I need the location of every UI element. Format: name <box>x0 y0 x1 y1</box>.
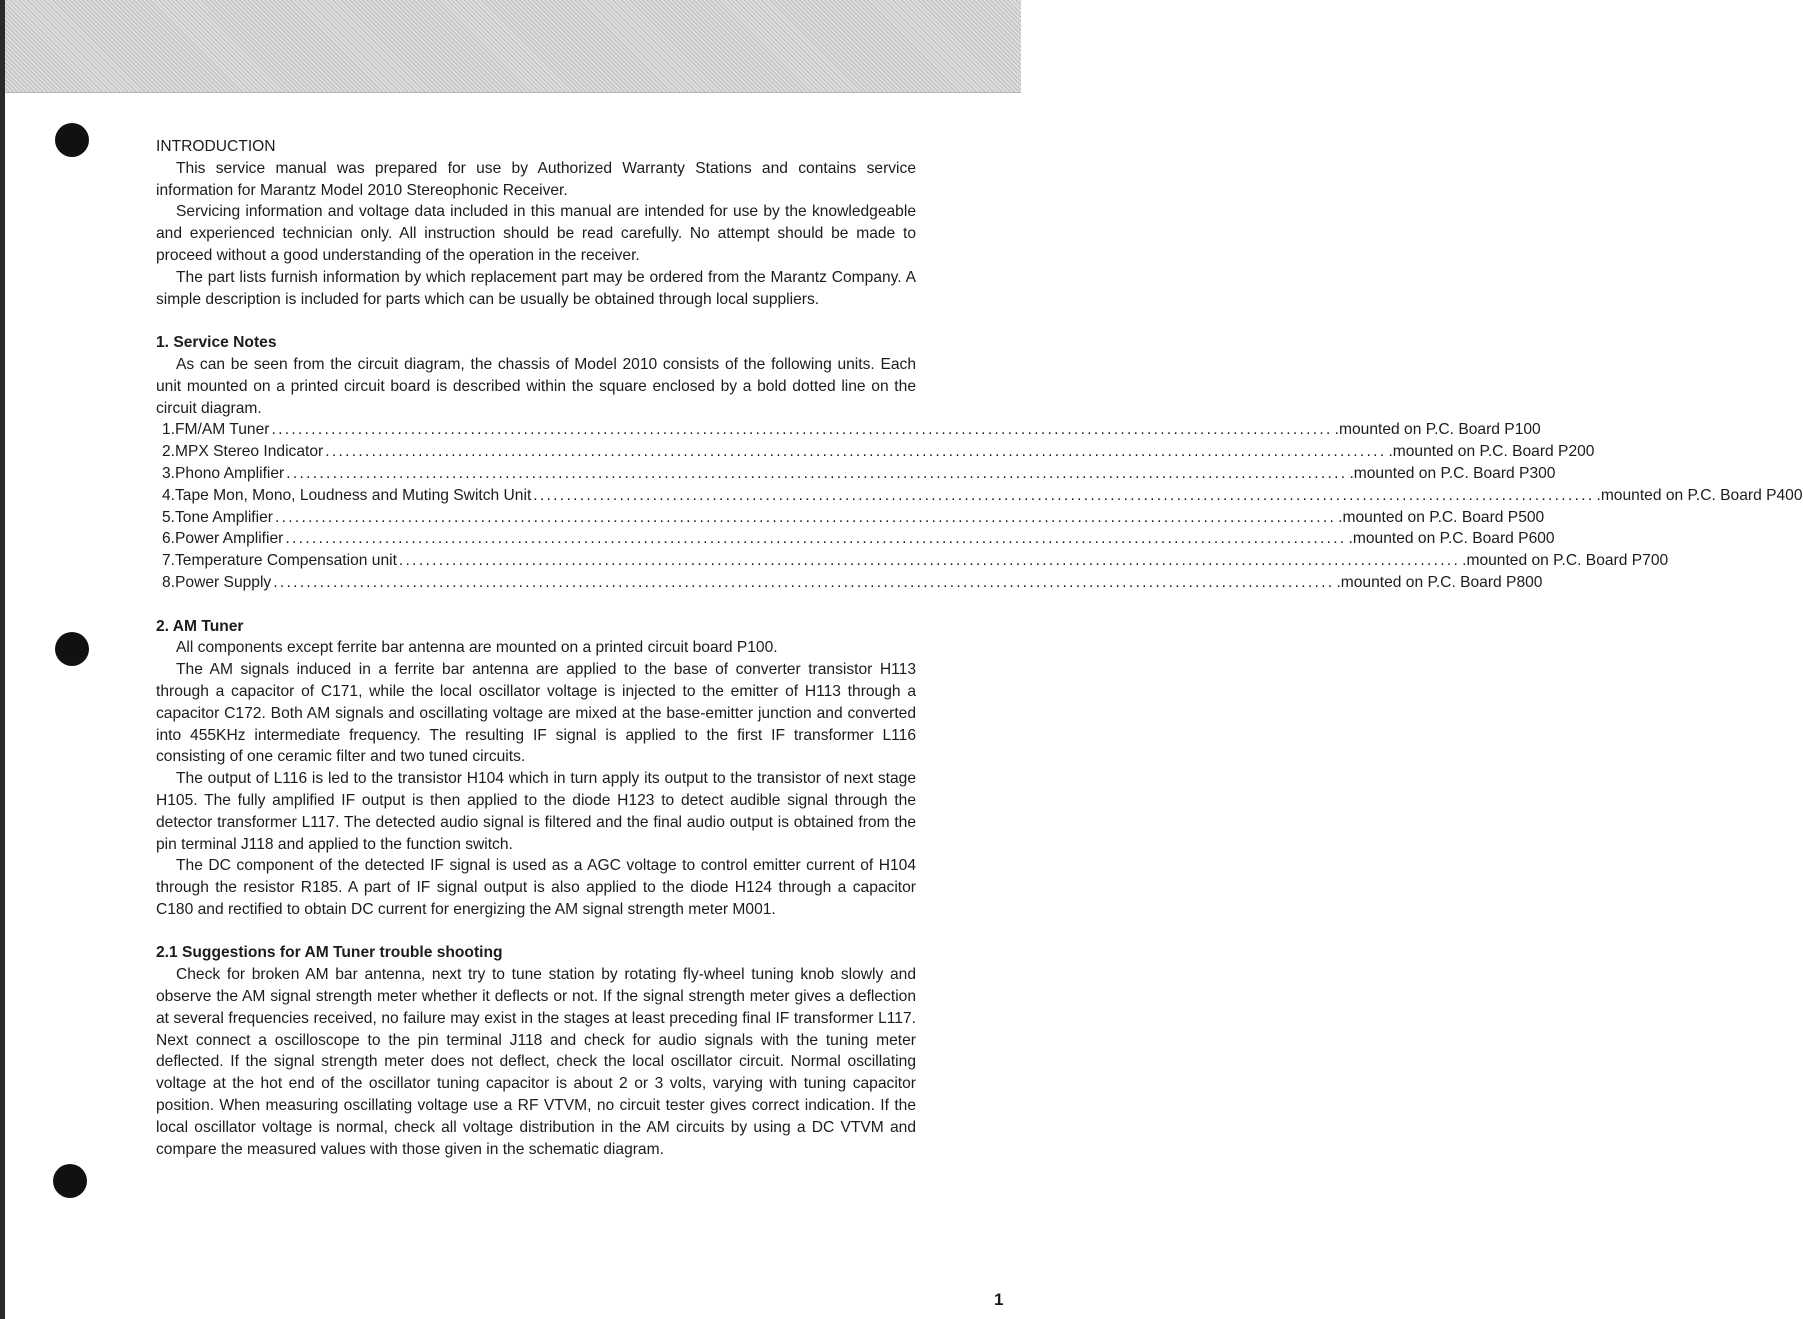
unit-list-item <box>156 419 1541 441</box>
unit-name: Temperature Compensation unit <box>175 552 397 570</box>
dot-leader: ................................................................................................................................................................ <box>273 573 1335 591</box>
unit-list-item <box>156 485 1803 507</box>
introduction-paragraph: The part lists furnish information by which replacement part may be ordered from the Marantz Company. A simple description is included for parts which can be usually be obtained through local suppliers. <box>156 268 916 308</box>
unit-number: 6. <box>162 530 176 548</box>
am-troubleshooting-heading: 2.1 Suggestions for AM Tuner trouble shooting <box>156 944 503 962</box>
unit-number: 3. <box>162 464 176 482</box>
unit-list <box>156 419 1803 593</box>
binder-hole <box>53 1164 87 1198</box>
manual-content <box>156 136 1803 1160</box>
unit-number: 4. <box>162 486 176 504</box>
am-troubleshooting-section <box>156 942 916 1160</box>
dot-leader: ................................................................................................................................................................ <box>533 486 1595 504</box>
unit-board: .mounted on P.C. Board P600 <box>1348 530 1555 548</box>
unit-name: Phono Amplifier <box>175 464 285 482</box>
am-troubleshooting-paragraph: Check for broken AM bar antenna, next try to tune station by rotating fly-wheel tuning knob slowly and observe the AM signal strength meter whether it deflects or not. If the signal strength meter gives a deflection at several frequencies received, no failure may exist in the stages at least preceding final IF transformer L117. Next connect a oscilloscope to the pin terminal J118 and check for audio signals with the tuning meter deflected. If the signal strength meter does not deflect, check the local oscillator circuit. Normal oscillating voltage at the hot end of the oscillator tuning capacitor is about 2 or 3 volts, varying with tuning capacitor position. When measuring oscillating voltage use a RF VTVM, no circuit tester gives correct indication. If the local oscillator voltage is normal, check all voltage distribution in the AM circuits by using a DC VTVM and compare the measured values with those given in the schematic diagram. <box>156 966 916 1158</box>
unit-board: .mounted on P.C. Board P400 <box>1596 486 1803 504</box>
service-notes-paragraph: As can be seen from the circuit diagram, the chassis of Model 2010 consists of the following units. Each unit mounted on a printed circuit board is described within the square enclosed by a bold dotted line on the circuit diagram. <box>156 355 916 417</box>
unit-name: Power Amplifier <box>175 530 284 548</box>
unit-number: 1. <box>162 421 176 439</box>
introduction-paragraph: This service manual was prepared for use by Authorized Warranty Stations and contains service information for Marantz Model 2010 Stereophonic Receiver. <box>156 159 916 199</box>
service-notes-heading: 1. Service Notes <box>156 334 277 352</box>
unit-board: .mounted on P.C. Board P700 <box>1462 552 1669 570</box>
am-tuner-section <box>156 616 916 921</box>
unit-name: Power Supply <box>175 573 272 591</box>
unit-number: 5. <box>162 508 176 526</box>
unit-number: 7. <box>162 552 176 570</box>
unit-board: .mounted on P.C. Board P300 <box>1349 464 1556 482</box>
am-tuner-heading: 2. AM Tuner <box>156 617 244 635</box>
am-tuner-paragraph: The DC component of the detected IF signal is used as a AGC voltage to control emitter current of H104 through the resistor R185. A part of IF signal output is also applied to the diode H124 through a capacitor C180 and rectified to obtain DC current for energizing the AM signal strength meter M001. <box>156 857 916 918</box>
unit-number: 8. <box>162 573 176 591</box>
dot-leader: ................................................................................................................................................................ <box>325 443 1387 461</box>
dot-leader: ................................................................................................................................................................ <box>398 552 1461 570</box>
unit-board: .mounted on P.C. Board P200 <box>1388 443 1595 461</box>
unit-name: Tone Amplifier <box>175 508 273 526</box>
introduction-section <box>156 136 916 310</box>
introduction-heading: INTRODUCTION <box>156 138 276 155</box>
dot-leader: ................................................................................................................................................................ <box>285 530 1347 548</box>
am-tuner-paragraph: The output of L116 is led to the transistor H104 which in turn apply its output to the transistor of next stage H105. The fully amplified IF output is then applied to the diode H123 to detect audible signal through the detector transformer L117. The detected audio signal is filtered and the final audio output is obtained from the pin terminal J118 and applied to the function switch. <box>156 770 916 853</box>
unit-board: .mounted on P.C. Board P800 <box>1336 573 1543 591</box>
unit-name: Tape Mon, Mono, Loudness and Muting Switch Unit <box>175 486 532 504</box>
am-tuner-paragraph: All components except ferrite bar antenna are mounted on a printed circuit board P100. <box>176 639 778 657</box>
unit-board: .mounted on P.C. Board P500 <box>1338 508 1545 526</box>
dot-leader: ................................................................................................................................................................ <box>271 421 1333 439</box>
unit-list-item <box>156 463 1556 485</box>
am-tuner-paragraph: The AM signals induced in a ferrite bar antenna are applied to the base of converter transistor H113 through a capacitor of C171, while the local oscillator voltage is injected to the emitter of H113 through a capacitor C172. Both AM signals and oscillating voltage are mixed at the base-emitter junction and converted into 455KHz intermediate frequency. The resulting IF signal is applied to the first IF transformer L116 consisting of one ceramic filter and two tuned circuits. <box>156 661 916 766</box>
scanned-top-band <box>0 0 1021 93</box>
service-notes-section <box>156 332 1803 594</box>
page-number: 1 <box>994 1290 1004 1309</box>
unit-list-item <box>156 528 1555 550</box>
dot-leader: ................................................................................................................................................................ <box>286 464 1348 482</box>
binder-hole <box>55 632 89 666</box>
unit-list-item <box>156 572 1543 594</box>
binder-hole <box>55 123 89 157</box>
unit-name: FM/AM Tuner <box>175 421 270 439</box>
page-left-edge <box>0 0 5 1319</box>
unit-list-item <box>156 550 1669 572</box>
unit-number: 2. <box>162 443 176 461</box>
dot-leader: ................................................................................................................................................................ <box>274 508 1337 526</box>
unit-list-item <box>156 441 1595 463</box>
unit-list-item <box>156 507 1545 529</box>
unit-name: MPX Stereo Indicator <box>175 443 324 461</box>
unit-board: .mounted on P.C. Board P100 <box>1334 421 1541 439</box>
introduction-paragraph: Servicing information and voltage data included in this manual are intended for use by the knowledgeable and experienced technician only. All instruction should be read carefully. No attempt should be made to proceed without a good understanding of the operation in the receiver. <box>156 203 916 264</box>
